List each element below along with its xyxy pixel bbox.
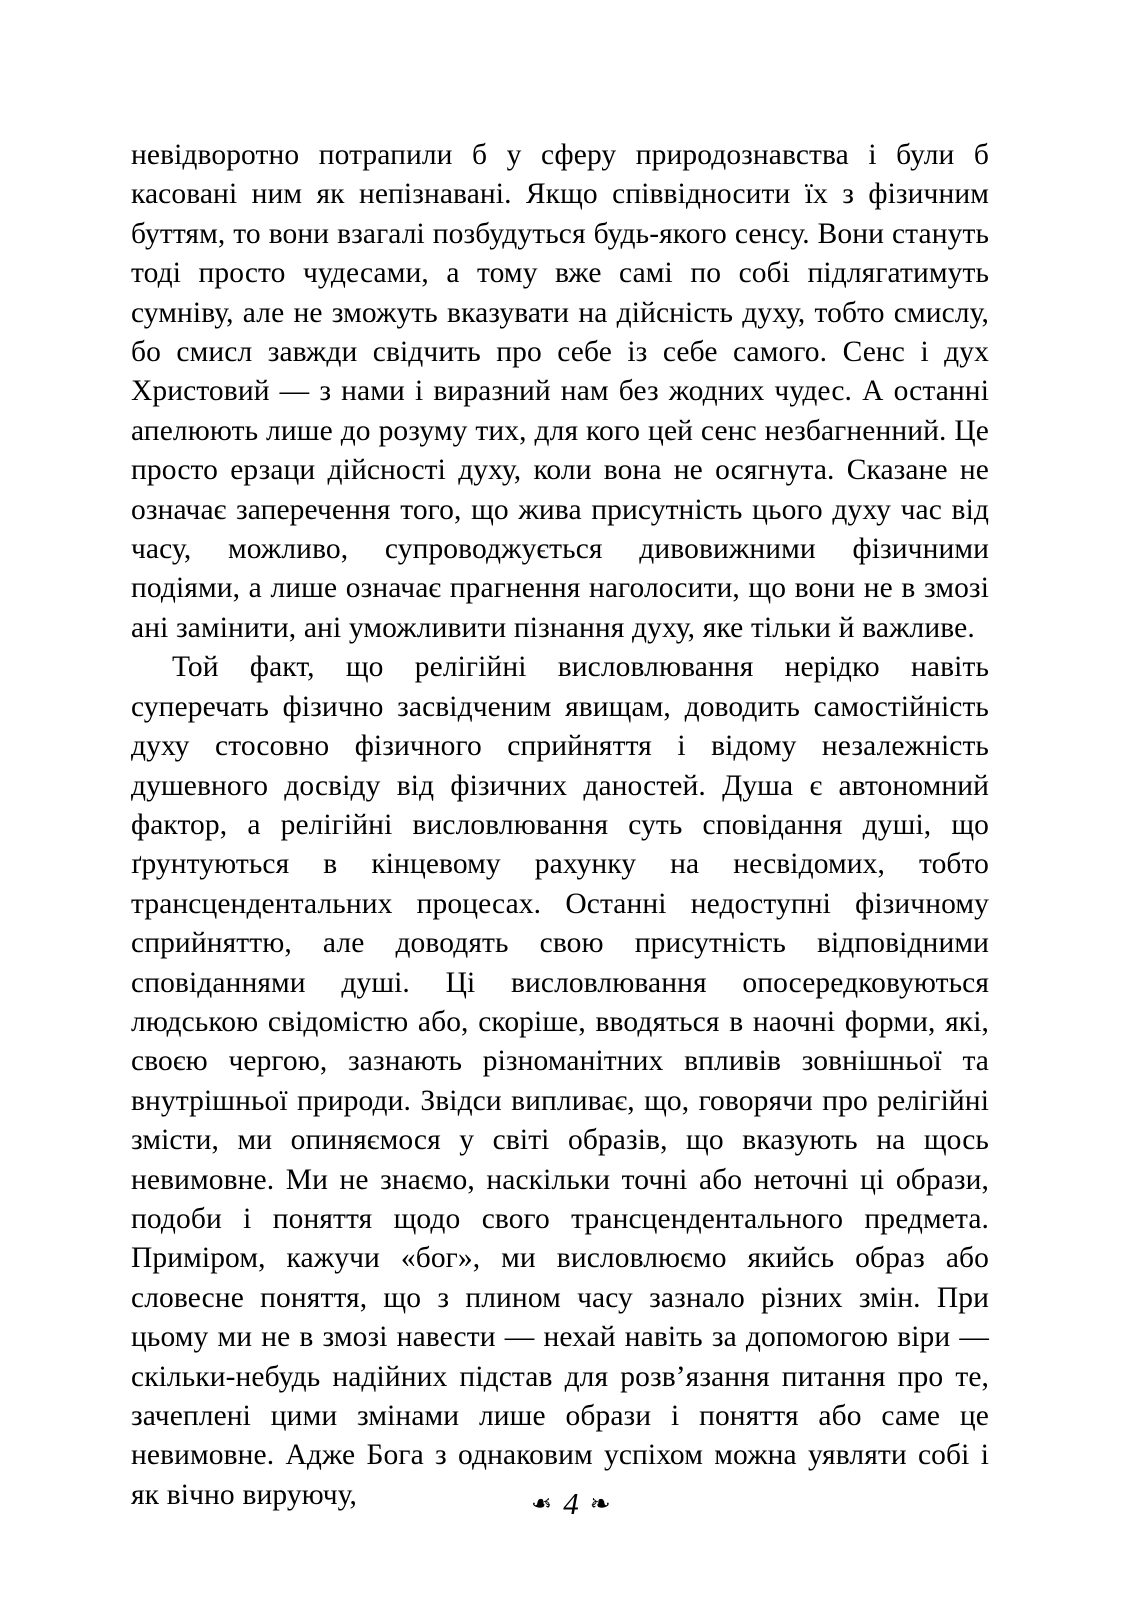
page-footer-folio bbox=[0, 1487, 1142, 1522]
fleuron-left-icon: ❧ bbox=[531, 1491, 553, 1518]
paragraph-second: Той факт, що релігійні висловлювання нерідко навіть суперечать фізично засвідченим явищам, доводить самостійність духу стосовно фізичного сприйняття і відому незалежність душевного досвіду від фізичних даностей. Душа є автономний фактор, а релігійні висловлювання суть сповідання душі, що ґрунтуються в кінцевому рахунку на несвідомих, тобто трансцендентальних процесах. Останні недоступні фізичному сприйняттю, але доводять свою присутність відповідними сповіданнями душі. Ці висловлювання опосередковуються людською свідомістю або, скоріше, вводяться в наочні форми, які, своєю чергою, зазнають різноманітних впливів зовнішньої та внутрішньої природи. Звідси випливає, що, говорячи про релігійні змісти, ми опиняємося у світі образів, що вказують на щось невимовне. Ми не знаємо, наскільки точні або неточні ці образи, подоби і поняття щодо свого трансцендентального предмета. Приміром, кажучи «бог», ми висловлюємо якийсь образ або словесне поняття, що з плином часу зазнало різних змін. При цьому ми не в змозі навести — нехай навіть за допомогою віри — скільки-небудь надійних підстав для розв’язання питання про те, зачеплені цими змінами лише образи і поняття або саме це невимовне. Адже Бога з однаковим успіхом можна уявляти собі і як вічно вируючу, bbox=[131, 651, 989, 1511]
page-number: 4 bbox=[563, 1486, 579, 1521]
body-text-column bbox=[131, 136, 989, 1515]
paragraph-continued: невідворотно потрапили б у сферу природознавства і були б касовані ним як непізнавані. Якщо співвідносити їх з фізичним буттям, то вони взагалі позбудуться будь-якого сенсу. Вони стануть тоді просто чудесами, а тому вже самі по собі підлягатимуть сумніву, але не зможуть вказувати на дійсність духу, тобто смислу, бо смисл завжди свідчить про себе із себе самого. Сенс і дух Христовий — з нами і виразний нам без жодних чудес. А останні апелюють лише до розуму тих, для кого цей сенс незбагненний. Це просто ерзаци дійсності духу, коли вона не осягнута. Сказане не означає заперечення того, що жива присутність цього духу час від часу, можливо, супроводжується дивовижними фізичними подіями, а лише означає прагнення наголосити, що вони не в змозі ані замінити, ані уможливити пізнання духу, яке тільки й важливе. bbox=[131, 139, 989, 644]
fleuron-right-icon: ❧ bbox=[589, 1491, 611, 1518]
